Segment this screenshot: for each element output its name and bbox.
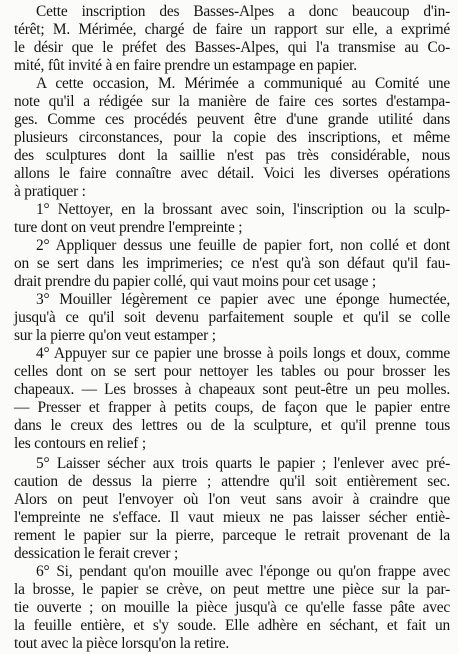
text-line: Cette inscription des Basses-Alpes a donc beaucoup d'in- (36, 3, 450, 20)
text-line: caution de dessus la pierre ; attendre qu'il soit entièrement sec. (14, 473, 450, 490)
text-line: jusqu'à ce qu'il soit devenu parfaitement souple et qu'il se colle (14, 309, 450, 326)
text-line: A cette occasion, M. Mérimée a communiqué au Comité une (36, 75, 450, 92)
text-line: plusieurs circonstances, pour la copie des inscriptions, et même (14, 129, 450, 146)
text-line: 3° Mouiller légèrement ce papier avec une éponge humectée, (36, 291, 450, 308)
text-line: sur la pierre qu'on veut estamper ; (14, 327, 216, 344)
text-line: Alors on peut l'envoyer où l'on veut sans avoir à craindre que (14, 491, 450, 508)
text-line: l'empreinte ne s'efface. Il vaut mieux ne pas laisser sécher entiè- (14, 509, 450, 526)
text-line: — Presser et frapper à petits coups, de façon que le papier entre (14, 399, 450, 416)
text-line: allons le faire connaître avec détail. Voici les diverses opérations (14, 165, 450, 182)
text-line: celles dont on se sert pour nettoyer les tables ou pour brosser les (14, 363, 450, 380)
text-line: 1° Nettoyer, en la brossant avec soin, l'inscription ou la sculp- (36, 201, 450, 218)
text-line: tie ouverte ; on mouille la pièce jusqu'à ce qu'elle fasse pâte avec (14, 599, 450, 616)
text-line: 5° Laisser sécher aux trois quarts le papier ; l'enlever avec pré- (36, 455, 450, 472)
text-line: ges. Comme ces procédés peuvent être d'une grande utilité dans (14, 111, 450, 128)
text-line: térêt; M. Mérimée, chargé de faire un rapport sur elle, a exprimé (14, 21, 450, 38)
text-line: 2° Appliquer dessus une feuille de papier fort, non collé et dont (36, 237, 450, 254)
text-line: chapeaux. — Les brosses à chapeaux sont peut-être un peu molles. (14, 381, 450, 398)
text-line: le désir que le préfet des Basses-Alpes, qui l'a transmise au Co- (14, 39, 450, 56)
text-line: tout avec la pièce lorsqu'on la retire. (14, 635, 230, 652)
text-line: 4° Appuyer sur ce papier une brosse à poils longs et doux, comme (36, 345, 450, 362)
text-line: drait prendre du papier collé, qui vaut moins pour cet usage ; (14, 273, 376, 290)
text-line: dans le creux des lettres ou de la sculpture, et qu'il prenne tous (14, 417, 450, 434)
text-line: note qu'il a rédigée sur la manière de faire ces sortes d'estampa- (14, 93, 450, 110)
text-line: dessication le ferait crever ; (14, 545, 179, 562)
text-line: la brosse, le papier se crève, on peut mettre une pièce sur la par- (14, 581, 450, 598)
text-line: rement le papier sur la pierre, parceque le retrait provenant de la (14, 527, 450, 544)
text-line: des sculptures dont la saillie n'est pas très considérable, nous (14, 147, 450, 164)
text-line: mité, fût invité à en faire prendre un estampage en papier. (14, 57, 357, 74)
text-line: à pratiquer : (14, 183, 86, 200)
text-line: on se sert dans les imprimeries; ce n'est qu'à son défaut qu'il fau- (14, 255, 450, 272)
text-line: les contours en relief ; (14, 435, 146, 452)
text-line: 6° Si, pendant qu'on mouille avec l'éponge ou qu'on frappe avec (36, 563, 450, 580)
text-line: ture dont on veut prendre l'empreinte ; (14, 219, 243, 236)
text-line: la feuille entière, et s'y soude. Elle adhère en séchant, et fait un (14, 617, 450, 634)
